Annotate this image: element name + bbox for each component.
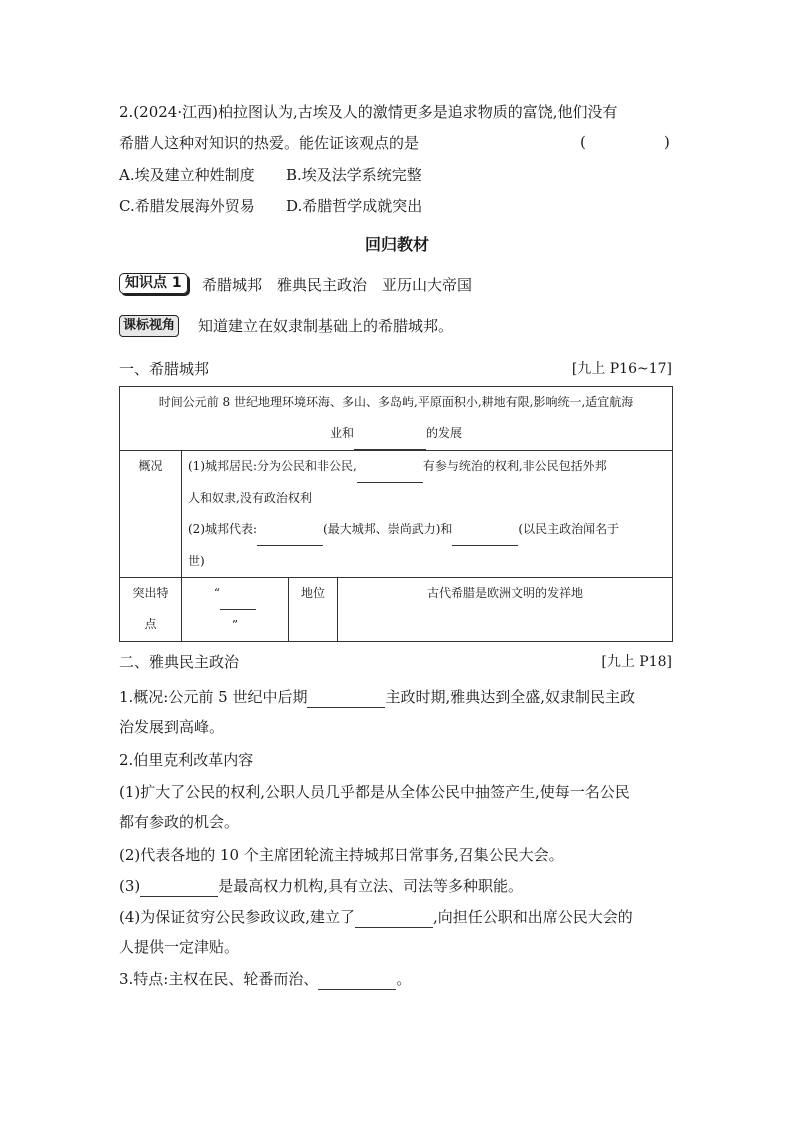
feature-label-1: 突出特	[132, 586, 169, 600]
blank-feature	[220, 578, 256, 610]
p23-pre: (3)	[119, 877, 141, 895]
feature-quote-close: ”	[231, 618, 239, 632]
blank-industry	[354, 418, 426, 450]
knowledge-point-topics: 希腊城邦 雅典民主政治 亚历山大帝国	[202, 276, 473, 294]
time-geo-pre: 业和	[329, 426, 354, 440]
option-d: D.希腊哲学成就突出	[286, 197, 423, 215]
answer-paren-close: )	[664, 133, 670, 151]
part2-heading: 二、雅典民主政治	[119, 653, 240, 671]
status-label: 地位	[289, 578, 338, 642]
time-geo-post: 的发展	[426, 426, 463, 440]
ov1-post: 有参与统治的权利,非公民包括外邦	[422, 459, 607, 473]
option-a: A.埃及建立种姓制度	[119, 166, 255, 184]
feature-line-1	[188, 578, 282, 610]
p1-post: 主政时期,雅典达到全盛,奴隶制民主政	[385, 688, 635, 706]
ov2-post: (以民主政治闻名于	[518, 522, 620, 536]
table-row	[120, 451, 673, 578]
overview-line-1	[188, 451, 666, 483]
blank-assembly	[140, 876, 218, 897]
time-geo-cell	[120, 387, 673, 451]
reform-4b: 人提供一定津贴。	[119, 938, 240, 956]
curriculum-text: 知道建立在奴隶制基础上的希腊城邦。	[198, 317, 454, 335]
ov1-pre: (1)城邦居民:分为公民和非公民,	[188, 459, 357, 473]
blank-sparta	[257, 514, 323, 546]
reform-2: (2)代表各地的 10 个主席团轮流主持城邦日常事务,召集公民大会。	[119, 846, 564, 864]
blank-citizens	[357, 451, 423, 483]
table-row	[120, 578, 673, 642]
part2-ref: [九上 P18]	[601, 654, 672, 670]
feature-label	[120, 578, 182, 642]
table-row	[120, 387, 673, 451]
section-title: 回归教材	[364, 235, 429, 254]
overview-paragraph-2: 治发展到高峰。	[119, 718, 225, 736]
reform-1a: (1)扩大了公民的权利,公职人员几乎都是从全体公民中抽签产生,使每一名公民	[119, 783, 630, 801]
reform-1b: 都有参政的机会。	[119, 813, 240, 831]
features-paragraph	[119, 969, 411, 990]
blank-allowance	[355, 907, 433, 928]
knowledge-point-badge: 知识点 1	[119, 273, 188, 294]
overview-paragraph-1	[119, 687, 635, 708]
question-line-1: 2.(2024·江西)柏拉图认为,古埃及人的激情更多是追求物质的富饶,他们没有	[119, 103, 618, 121]
option-c: C.希腊发展海外贸易	[119, 197, 255, 215]
ov2-pre: (2)城邦代表:	[188, 522, 258, 536]
overview-line-2: 人和奴隶,没有政治权利	[188, 491, 312, 505]
feature-label-2: 点	[144, 617, 157, 631]
time-geo-text-2	[126, 418, 666, 450]
ov2-mid: (最大城邦、崇尚武力)和	[323, 522, 453, 536]
question-line-2: 希腊人这种对知识的热爱。能佐证该观点的是	[119, 134, 420, 152]
blank-athens	[452, 514, 518, 546]
blank-features	[318, 969, 396, 990]
overview-label: 概况	[120, 451, 182, 578]
part1-ref: [九上 P16~17]	[571, 361, 672, 377]
curriculum-badge: 课标视角	[119, 315, 179, 337]
p24-post: ,向担任公职和出席公民大会的	[433, 908, 633, 926]
p3-post: 。	[396, 970, 412, 988]
overview-line-4: 世)	[188, 554, 205, 568]
answer-paren-open: (	[580, 133, 586, 151]
feature-quote-open: “	[213, 586, 221, 600]
part1-heading: 一、希腊城邦	[119, 360, 210, 378]
time-geo-text: 时间公元前 8 世纪地理环境环海、多山、多岛屿,平原面积小,耕地有限,影响统一,适宜航海	[158, 395, 634, 409]
p23-post: 是最高权力机构,具有立法、司法等多种职能。	[218, 877, 524, 895]
p3-pre: 3.特点:主权在民、轮番而治、	[119, 970, 319, 988]
p1-pre: 1.概况:公元前 5 世纪中后期	[119, 688, 308, 706]
status-text: 古代希腊是欧洲文明的发祥地	[338, 578, 673, 642]
reform-4a	[119, 907, 633, 928]
city-state-table	[119, 386, 673, 642]
overview-line-3	[188, 514, 666, 546]
feature-cell	[182, 578, 289, 642]
p24-pre: (4)为保证贫穷公民参政议政,建立了	[119, 908, 356, 926]
overview-cell	[182, 451, 673, 578]
reform-heading: 2.伯里克利改革内容	[119, 751, 254, 769]
reform-3	[119, 876, 523, 897]
blank-pericles	[307, 687, 385, 708]
option-b: B.埃及法学系统完整	[286, 166, 422, 184]
